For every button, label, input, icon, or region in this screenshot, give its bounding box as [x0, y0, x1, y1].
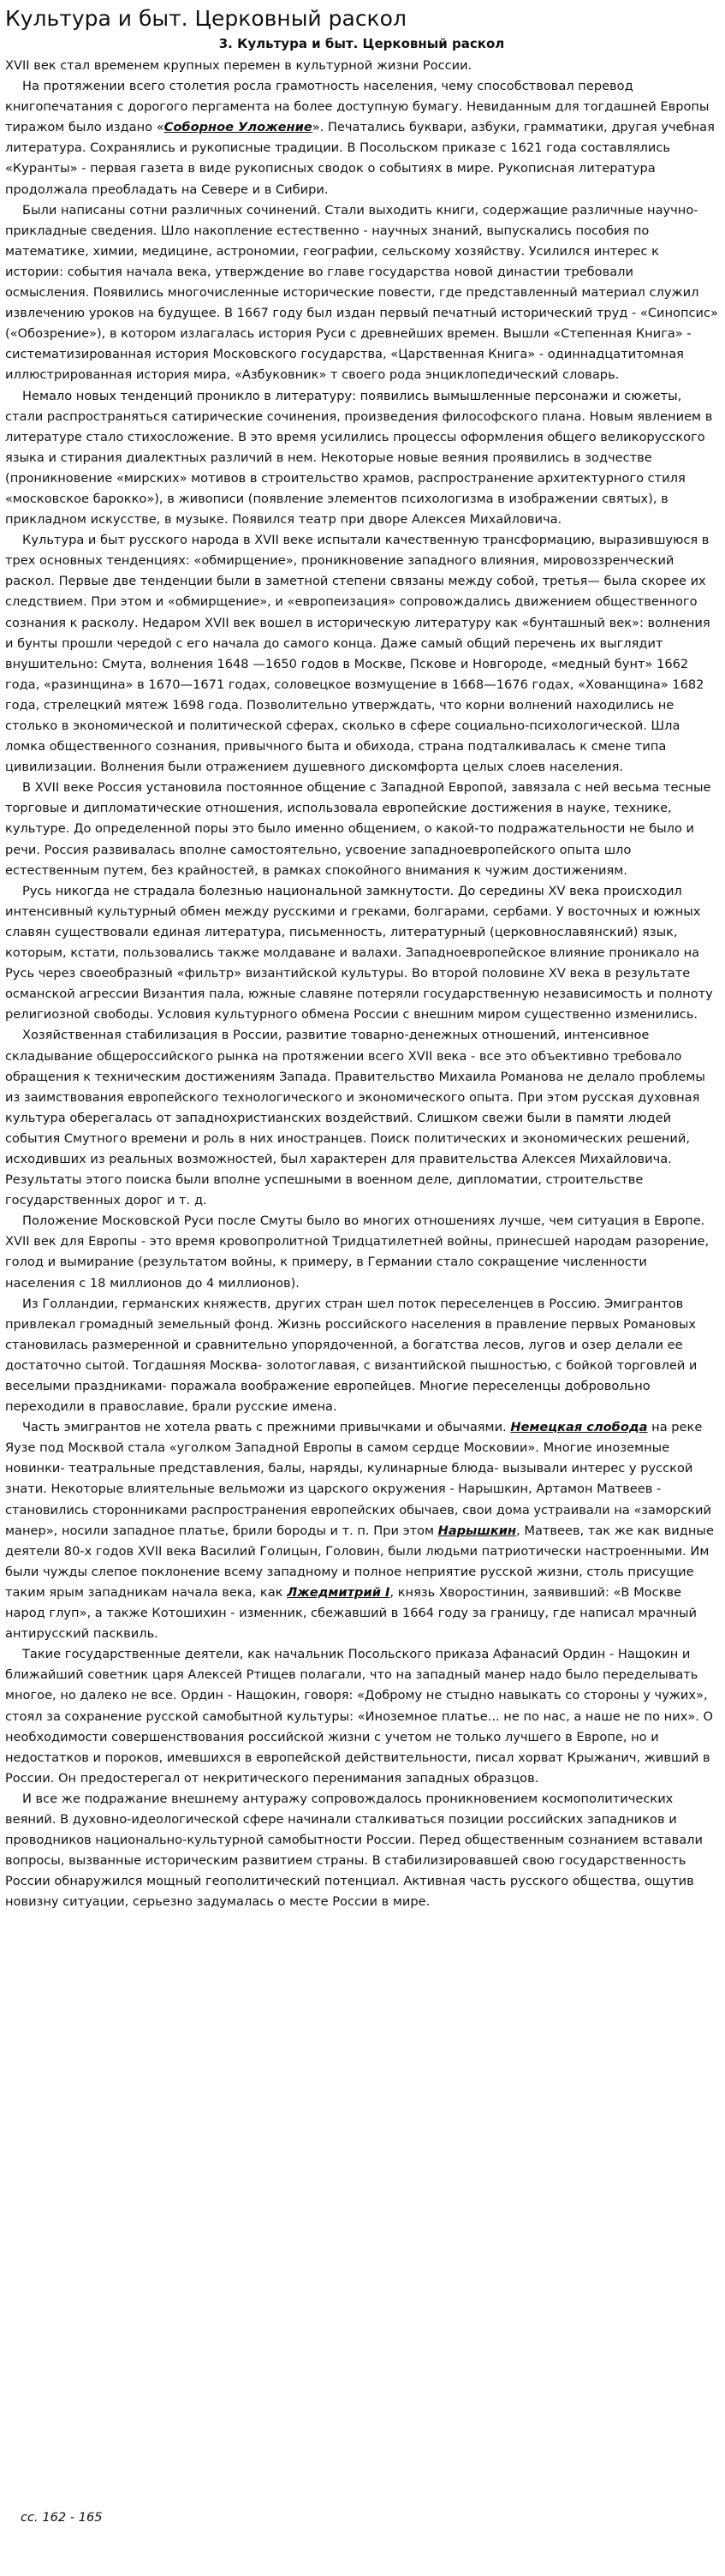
paragraph: Из Голландии, германских княжеств, других стран шел поток переселенцев в Россию. Эмигрантов привлекал громадный земельный фонд. Жизнь российского населения в правление первых Романовых становилась размеренной и сравнительно упорядоченной, а богатства лесов, лугов и озер делали ее достаточно сытой. Тогдашняя Москва- золотоглавая, с византийской пышностью, с бойкой торговлей и веселыми праздниками- поражала воображение европейцев. Многие переселенцы добровольно переходили в православие, брали русские имена. [5, 1296, 698, 1415]
link-naryshkin[interactable]: Нарышкин [437, 1523, 517, 1538]
paragraph-text: На протяжении всего столетия росла грамотность населения, чему способствовал перевод книгопечатания с дорогого пергамента на более доступную бумагу. Невиданным для тогдашней Европы тиражом было издано « [5, 79, 710, 135]
paragraph: И все же подражание внешнему антуражу сопровождалось проникновением космополитических веяний. В духовно-идеологической сфере начинали сталкиваться позиции российских западников и проводников национально-культурной самобытности России. Перед общественным сознанием вставали вопросы, вызванные историческим развитием страны. В стабилизировавшей свою государственность России обнаружился мощный геополитический потенциал. Активная часть русского общества, ощутив новизну ситуации, серьезно задумалась о месте России в мире. [5, 1791, 703, 1910]
article-body [0, 34, 725, 1912]
paragraph [5, 1417, 718, 1644]
paragraph: Немало новых тенденций проникло в литературу: появились вымышленные персонажи и сюжеты, стали распространяться сатирические сочинения, произведения философского плана. Новым явлением в литературе стало стихосложение. В это время усилились процессы оформления общего великорусского языка и стирания диалектных различий в нем. Некоторые новые веяния проявились в зодчестве (проникновение «мирских» мотивов в строительство храмов, распространение архитектурного стиля «московское барокко»), в живописи (появление элементов психологизма в изображении святых), в прикладном искусстве, в музыке. Появился театр при дворе Алексея Михайловича. [5, 388, 713, 528]
paragraph: В XVII веке Россия установила постоянное общение с Западной Европой, завязала с ней весьма тесные торговые и дипломатические отношения, использовала европейские достижения в науке, технике, культуре. До определенной поры это было именно общением, о какой-то подражательности не было и речи. Россия развивалась вполне самостоятельно, усвоение западноевропейского опыта шло естественным путем, без крайностей, в рамках спокойного внимания к чужим достижениям. [5, 780, 711, 878]
paragraph-text: , князь Хворостинин, заявивший: «В Москве народ глуп», а также Котошихин - изменник, сбежавший в 1664 году за границу, где написал мрачный антирусский пасквиль. [5, 1584, 697, 1642]
link-sobornoe-ulozhenie[interactable]: Соборное Уложение [163, 120, 312, 135]
page-reference: сс. 162 - 165 [21, 2510, 103, 2525]
link-lzhedmitriy[interactable]: Лжедмитрий I [287, 1584, 390, 1600]
paragraph-text: на реке Яузе под Москвой стала «уголком Западной Европы в самом сердце Московии». Многие иноземные новинки- театральные представления, балы, наряды, кулинарные блюда- вызывали интерес у русской знати. Некоторые влиятельные вельможи из царского окружения - Нарышкин, Артамон Матвеев - становились сторонниками распространения европейских обычаев, свои дома устраивали на «заморский манер», носили западное платье, брили бороды и т. п. При этом [5, 1420, 712, 1538]
paragraph: Культура и быт русского народа в XVII веке испытали качественную трансформацию, выразившуюся в трех основных тенденциях: «обмирщение», проникновение западного влияния, мировоззренческий раскол. Первые две тенденции были в заметной степени связаны между собой, третья— была скорее их следствием. При этом и «обмирщение», и «европеизация» сопровождались движением общественного сознания к расколу. Недаром XVII век вошел в историческую литературу как «бунташный век»: волнения и бунты прошли чередой с его начала до самого конца. Даже самый общий перечень их выглядит внушительно: Смута, волнения 1648 —1650 годов в Москве, Пскове и Новгороде, «медный бунт» 1662 года, «разинщина» в 1670—1671 годах, соловецкое возмущение в 1668—1676 годах, «Хованщина» 1682 года, стрелецкий мятеж 1698 года. Позволительно утверждать, что корни волнений находились не столько в экономической и политической сферах, сколько в сфере социально-психологической. Шла ломка общественного сознания, привычного быта и обихода, страна подталкивалась к смене типа цивилизации. Волнения были отражением душевного дискомфорта целых слоев населения. [5, 533, 710, 775]
paragraph-text: ». Печатались буквари, азбуки, грамматики, другая учебная литература. Сохранялись и рукописные традиции. В Посольском приказе с 1621 года составлялись «Куранты» - первая газета в виде рукописных сводок о событиях в мире. Рукописная литература продолжала преобладать на Севере и в Сибири. [5, 120, 715, 197]
paragraph: Такие государственные деятели, как начальник Посольского приказа Афанасий Ордин - Нащокин и ближайший советник царя Алексей Ртищев полагали, что на западный манер надо было переделывать многое, но далеко не все. Ордин - Нащокин, говоря: «Доброму не стыдно навыкать со стороны у чужих», стоял за сохранение русской самобытной культуры: «Иноземное платье... не по нас, а наше не по них». О необходимости совершенствования российской жизни с учетом не только лучшего в Европе, но и недостатков и пороков, имевшихся в европейской действительности, писал хорват Крыжанич, живший в России. Он предостерегал от некритического перенимания западных образцов. [5, 1647, 714, 1786]
paragraph-text: Часть эмигрантов не хотела рвать с прежними привычками и обычаями. [22, 1420, 511, 1435]
paragraph: Хозяйственная стабилизация в России, развитие товарно-денежных отношений, интенсивное складывание общероссийского рынка на протяжении всего XVII века - все это объективно требовало обращения к техническим достижениям Запада. Правительство Михаила Романова не делало проблемы из заимствования европейского технологического и экономического опыта. При этом русская духовная культура оберегалась от западнохристианских воздействий. Слишком свежи были в памяти людей события Смутного времени и роль в них иностранцев. Поиск политических и экономических решений, исходивших из реальных возможностей, был характерен для правительства Алексея Михайловича. Результаты этого поиска были вполне успешными в военном деле, дипломатии, строительстве государственных дорог и т. д. [5, 1028, 705, 1208]
paragraph: Положение Московской Руси после Смуты было во многих отношениях лучше, чем ситуация в Европе. XVII век для Европы - это время кровопролитной Тридцатилетней войны, принесшей народам разорение, голод и вымирание (результатом войны, к примеру, в Германии стало сокращение численности населения с 18 миллионов до 4 миллионов). [5, 1213, 710, 1291]
page-title: Культура и быт. Церковный раскол [5, 6, 407, 31]
paragraph: Русь никогда не страдала болезнью национальной замкнутости. До середины XV века происходил интенсивный культурный обмен между русскими и греками, болгарами, сербами. У восточных и южных славян существовали единая литература, письменность, литературный (церковнославянский) язык, которым, кстати, пользовались также молдаване и валахи. Западноевропейское влияние проникало на Русь через своеобразный «фильтр» византийской культуры. Во второй половине XV века в результате османской агрессии Византия пала, южные славяне потеряли государственную независимость и полноту религиозной свободы. Условия культурного обмена России с внешним миром существенно изменились. [5, 883, 713, 1023]
paragraph-text: , Матвеев, так же как видные деятели 80-х годов XVII века Василий Голицын, Головин, были людьми патриотически настроенными. Им были чужды слепое поклонение всему западному и полное неприятие русской жизни, столь присущие таким ярым западникам начала века, как [5, 1523, 714, 1600]
link-nemetskaya-sloboda[interactable]: Немецкая слобода [510, 1420, 648, 1435]
section-heading: 3. Культура и быт. Церковный раскол [218, 36, 505, 51]
paragraph: Были написаны сотни различных сочинений. Стали выходить книги, содержащие различные научно-прикладные сведения. Шло накопление естественно - научных знаний, выпускались пособия по математике, химии, медицине, астрономии, географии, сельскому хозяйству. Усилился интерес к истории: события начала века, утверждение во главе государства новой династии требовали осмысления. Появились многочисленные исторические повести, где представленный материал служил извлечению уроков на будущее. В 1667 году был издан первый печатный исторический труд - «Синопсис» («Обозрение»), в котором излагалась история Руси с древнейших времен. Вышли «Степенная Книга» - систематизированная история Московского государства, «Царственная Книга» - одиннадцатитомная иллюстрированная история мира, «Азбуковник» т своего рода энциклопедический словарь. [5, 202, 718, 383]
paragraph [5, 76, 718, 200]
paragraph: XVII век стал временем крупных перемен в культурной жизни России. [5, 58, 472, 73]
